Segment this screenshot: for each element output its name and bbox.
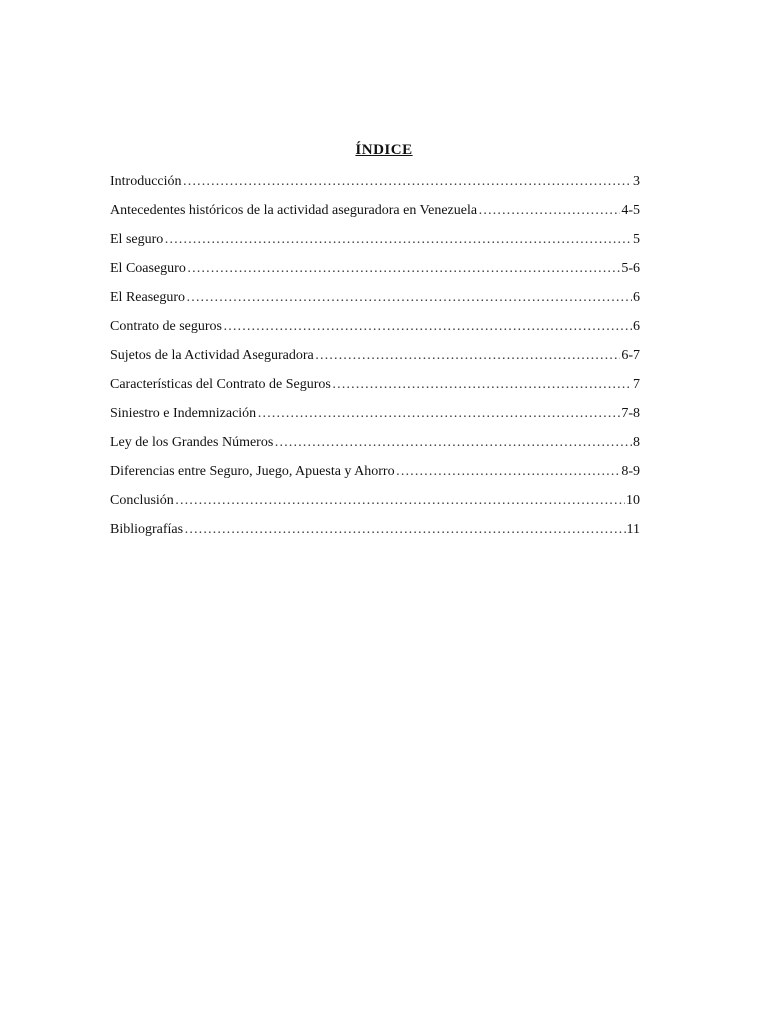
toc-entry-ley	[110, 431, 640, 460]
toc-entry-page: 8	[633, 435, 640, 450]
toc-entry-label: El Reaseguro	[110, 290, 186, 305]
toc-entry-antecedentes	[110, 199, 640, 228]
toc-list	[110, 170, 640, 547]
toc-entry-siniestro	[110, 402, 640, 431]
toc-entry-label: El seguro	[110, 232, 164, 247]
toc-entry-page: 10	[626, 493, 640, 508]
dot-leader	[274, 431, 632, 455]
toc-title: ÍNDICE	[355, 142, 413, 158]
toc-entry-label: Contrato de seguros	[110, 319, 222, 334]
toc-entry-sujetos	[110, 344, 640, 373]
toc-entry-reaseguro	[110, 286, 640, 315]
toc-entry-page: 6	[633, 290, 640, 305]
toc-entry-introduccion	[110, 170, 640, 199]
toc-entry-label: Bibliografías	[110, 522, 184, 537]
toc-entry-label: Características del Contrato de Seguros	[110, 377, 331, 392]
toc-entry-page: 7	[633, 377, 640, 392]
dot-leader	[186, 286, 632, 310]
dot-leader	[184, 518, 625, 542]
toc-entry-label: El Coaseguro	[110, 261, 186, 276]
dot-leader	[257, 402, 620, 426]
toc-entry-page: 6	[633, 319, 640, 334]
toc-entry-coaseguro	[110, 257, 640, 286]
toc-entry-caracteristicas	[110, 373, 640, 402]
toc-entry-el-seguro	[110, 228, 640, 257]
dot-leader	[478, 199, 620, 223]
toc-entry-page: 8-9	[621, 464, 640, 479]
toc-entry-contrato	[110, 315, 640, 344]
dot-leader	[183, 170, 632, 194]
toc-entry-page: 6-7	[621, 348, 640, 363]
toc-entry-page: 3	[633, 174, 640, 189]
dot-leader	[332, 373, 632, 397]
toc-entry-page: 5-6	[621, 261, 640, 276]
toc-entry-label: Conclusión	[110, 493, 174, 508]
dot-leader	[164, 228, 632, 252]
toc-entry-conclusion	[110, 489, 640, 518]
toc-entry-bibliografias	[110, 518, 640, 547]
dot-leader	[396, 460, 621, 484]
toc-entry-page: 7-8	[621, 406, 640, 421]
toc-entry-label: Diferencias entre Seguro, Juego, Apuesta y Ahorro	[110, 464, 395, 479]
toc-entry-label: Siniestro e Indemnización	[110, 406, 257, 421]
toc-entry-label: Ley de los Grandes Números	[110, 435, 274, 450]
toc-entry-page: 5	[633, 232, 640, 247]
dot-leader	[175, 489, 625, 513]
toc-entry-page: 11	[626, 522, 640, 537]
dot-leader	[187, 257, 621, 281]
toc-entry-label: Sujetos de la Actividad Aseguradora	[110, 348, 314, 363]
dot-leader	[223, 315, 632, 339]
toc-entry-diferencias	[110, 460, 640, 489]
toc-entry-label: Antecedentes históricos de la actividad aseguradora en Venezuela	[110, 203, 478, 218]
dot-leader	[315, 344, 621, 368]
toc-entry-page: 4-5	[621, 203, 640, 218]
toc-entry-label: Introducción	[110, 174, 182, 189]
